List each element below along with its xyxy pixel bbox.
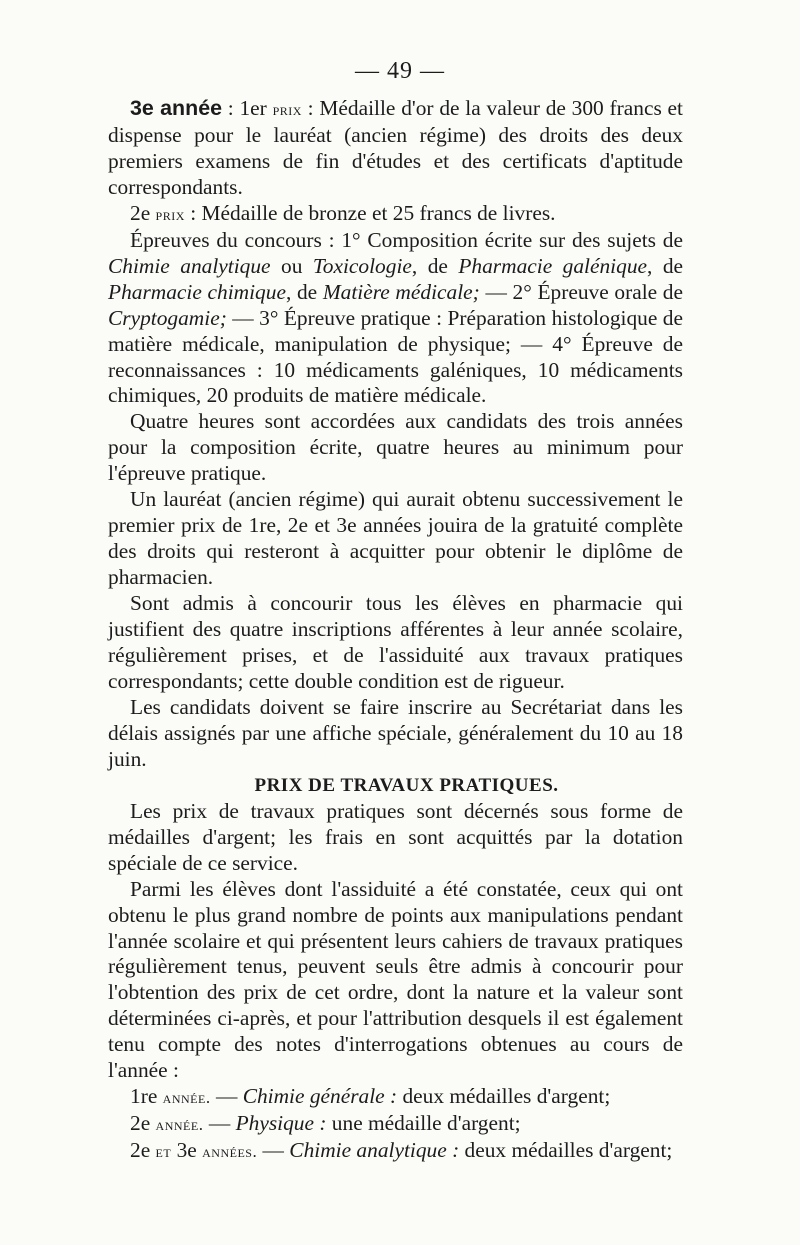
page-number: — 49 —: [355, 58, 445, 84]
paragraph-registration: Les candidats doivent se faire inscrire au Secrétariat dans les délais assignés par une affiche spéciale, généralement du 10 au 18 juin.: [108, 694, 683, 771]
paragraph-eligibility: Sont admis à concourir tous les élèves en pharmacie qui justifient des quatre inscriptions afférentes à leur année scolaire, régulièrement prises, et de l'assiduité aux travaux pratiques correspondants; cette double condition est de rigueur.: [108, 591, 683, 693]
paragraph-laureate: Un lauréat (ancien régime) qui aurait obtenu successivement le premier prix de 1re, 2e et 3e années jouira de la gratuité complète des droits qui resteront à acquitter pour obtenir le diplôme de pharmacien.: [108, 487, 683, 590]
paragraph-duration: Quatre heures sont accordées aux candidats des trois années pour la composition écrite, quatre heures au minimum pour l'épreuve pratique.: [108, 409, 683, 486]
paragraph-practical-prizes: Les prix de travaux pratiques sont décernés sous forme de médailles d'argent; les frais en sont acquittés par la dotation spéciale de ce service.: [108, 798, 683, 875]
page-body: [108, 96, 683, 1165]
paragraph-selection: Parmi les élèves dont l'assiduité a été constatée, ceux qui ont obtenu le plus grand nombre de points aux manipulations pendant l'année scolaire et qui présentent leurs cahiers de travaux pratiques régulièrement tenus, peuvent seuls être admis à concourir pour l'obtention des prix de cet ordre, dont la nature et la valeur sont déterminées ci-après, et pour l'attribution desquels il est également tenu compte des notes d'interrogations obtenues au cours de l'année :: [108, 876, 683, 1083]
list-item-second-third-year: 2e et 3e années. — Chimie analytique : deux médailles d'argent;: [130, 1138, 673, 1163]
paragraph-second-prize: 2e prix : Médaille de bronze et 25 francs de livres.: [130, 200, 556, 225]
section-heading: PRIX DE TRAVAUX PRATIQUES.: [254, 774, 559, 796]
paragraph-exam-tests: Épreuves du concours : 1° Composition écrite sur des sujets de Chimie analytique ou Toxicologie, de Pharmacie galénique, de Pharmacie chimique, de Matière médicale; — 2° Épreuve orale de Cryptogamie; — 3° Épreuve pratique : Préparation histologique de matière médicale, manipulation de physique; — 4° Épreuve de reconnaissances : 10 médicaments galéniques, 10 médicaments chimiques, 20 produits de matière médicale.: [108, 227, 684, 408]
paragraph-third-year-first-prize: 3e année : 1er prix : Médaille d'or de la valeur de 300 francs et dispense pour le lauréat (ancien régime) des droits des deux premiers examens de fin d'études et des certificats d'aptitude correspondants.: [108, 96, 683, 199]
list-item-second-year: 2e année. — Physique : une médaille d'argent;: [130, 1111, 521, 1136]
list-item-first-year: 1re année. — Chimie générale : deux médailles d'argent;: [130, 1084, 611, 1109]
